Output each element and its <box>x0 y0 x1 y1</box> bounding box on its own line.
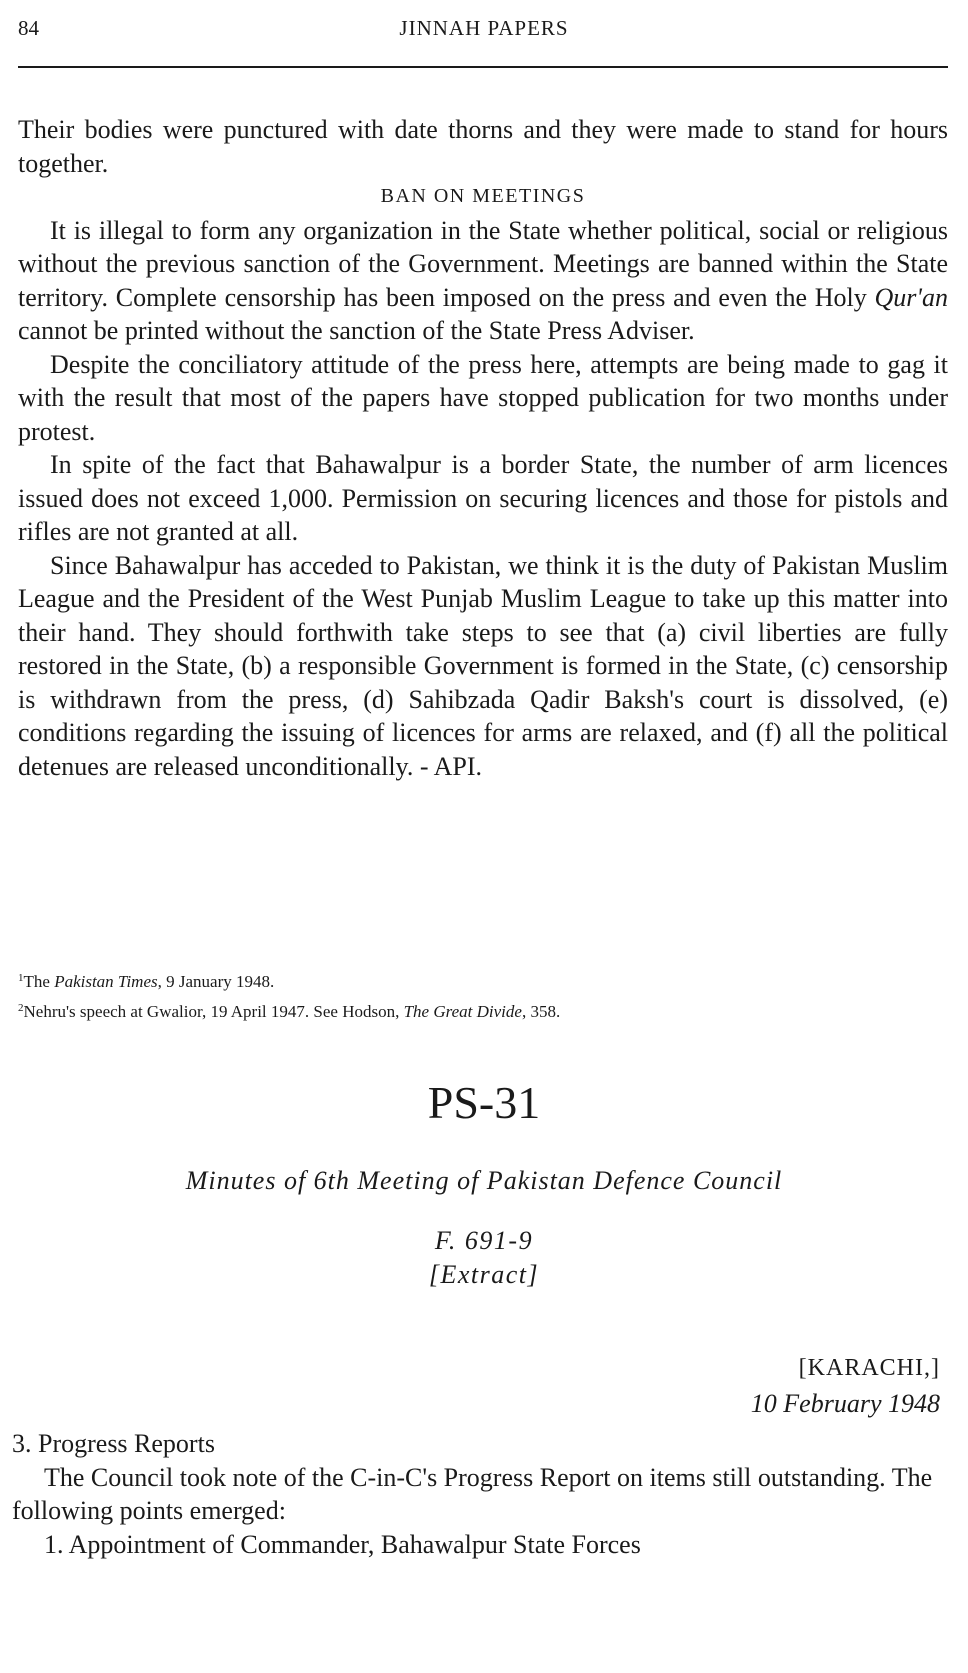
footnotes <box>18 965 948 1025</box>
paragraph-3: Despite the conciliatory attitude of the press here, attempts are being made to gag it with the result that most of the papers have stopped publication for two months under protest. <box>18 349 948 446</box>
running-head <box>0 12 968 42</box>
footnote-1-pre: The <box>23 972 55 991</box>
running-title: JINNAH PAPERS <box>399 16 569 40</box>
paragraph-2-part-a: It is illegal to form any organization in the State whether political, social or religious without the previous sanction of the Government. Meetings are banned within the State territory. Complete censorship has been imposed on the press and even the Holy <box>18 215 948 312</box>
footnote-1-post: , 9 January 1948. <box>157 972 275 991</box>
page-number: 84 <box>18 16 39 40</box>
minutes-section-heading: 3. Progress Reports <box>12 1429 215 1458</box>
paragraph-2-part-b: cannot be printed without the sanction of the State Press Adviser. <box>18 316 695 345</box>
paragraph-1: Their bodies were punctured with date thorns and they were made to stand for hours together. <box>18 115 948 178</box>
document-date: 10 February 1948 <box>750 1389 940 1418</box>
continuation-text <box>18 113 948 783</box>
header-rule <box>18 66 948 68</box>
footnote-1-mark: 1 <box>18 972 24 984</box>
file-reference: F. 691-9 <box>434 1226 534 1255</box>
minutes-item-1: 1. Appointment of Commander, Bahawalpur State Forces <box>44 1529 641 1559</box>
document-place: [KARACHI,] <box>798 1355 940 1381</box>
footnote-2-mark: 2 <box>18 1002 24 1014</box>
footnote-2-italic: The Great Divide <box>403 1002 522 1021</box>
footnote-2-pre: Nehru's speech at Gwalior, 19 April 1947. See Hodson, <box>23 1002 404 1021</box>
footnote-1 <box>18 965 948 995</box>
minutes-paragraph: The Council took note of the C-in-C's Progress Report on items still outstanding. The following points emerged: <box>12 1462 933 1525</box>
document-number: PS-31 <box>427 1077 541 1128</box>
section-heading-ban-on-meetings: BAN ON MEETINGS <box>380 185 586 207</box>
extract-label: [Extract] <box>428 1260 540 1289</box>
paragraph-4: In spite of the fact that Bahawalpur is a border State, the number of arm licences issued does not exceed 1,000. Permission on securing licences and those for pistols and rifles are not granted at all. <box>18 450 948 546</box>
document-title: Minutes of 6th Meeting of Pakistan Defence Council <box>185 1166 783 1195</box>
footnote-2 <box>18 995 948 1025</box>
paragraph-2 <box>18 214 948 348</box>
minutes-section <box>12 1427 948 1561</box>
paragraph-5: Since Bahawalpur has acceded to Pakistan, we think it is the duty of Pakistan Muslim League and the President of the West Punjab Muslim League to take up this matter into their hand. They should forthwith take steps to see that (a) civil liberties are fully restored in the State, (b) a responsible Government is formed in the State, (c) censorship is withdrawn from the press, (d) Sahibzada Qadir Baksh's court is dissolved, (e) conditions regarding the issuing of licences for arms are relaxed, and (f) all the political detenues are released unconditionally. - API. <box>18 550 948 781</box>
footnote-2-post: , 358. <box>521 1002 561 1021</box>
quran-italic: Qur'an <box>874 282 948 312</box>
footnote-1-italic: Pakistan Times <box>54 972 158 991</box>
